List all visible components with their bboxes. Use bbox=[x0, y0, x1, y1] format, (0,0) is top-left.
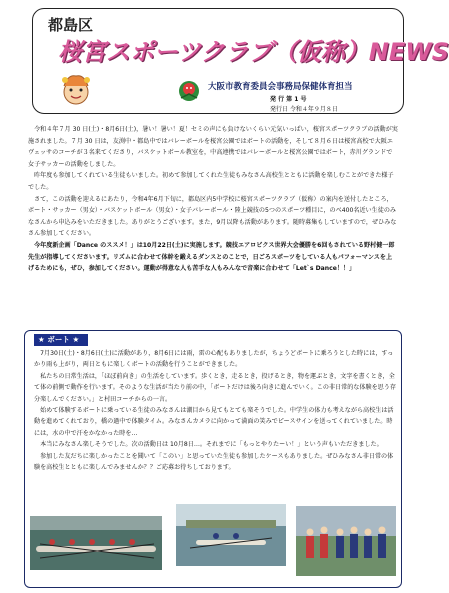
dance-announcement: 今年度新企画「Dance のススメ！」は10月22日(土)に実施します。競技エアロビクス世界大会優勝を6回もされている野村健一郎先生が指導してくださいます。リズムに合わせて体幹を鍛えるダンスとのことで，日ごろスポーツをしている人もパフォーマンスを上げるためにも，ぜひ，参加してください。運動が得意な人も苦手な人もみんなで音楽に合わせて「Let`s Dance！！」 bbox=[28, 241, 395, 273]
mascot-character-icon bbox=[56, 70, 96, 110]
flower-mascot-icon bbox=[176, 78, 202, 104]
rowing-photo-1 bbox=[30, 516, 162, 570]
boat-paragraph-3: 始めて体験するボートに乗っている生徒のみなさんは潮目から見てもとても楽そうでした。中学生の体力も考えながら高校生は活動を進めてくれており，橋の過中で体験タイム。みなさんカメラに向かって満面の笑みでピースサインを送ってくれていました。時には，水の中で汗をかなかった時を… bbox=[34, 407, 394, 437]
boat-paragraph-1: 7月30日(土)・8月6日(土)に活動があり，8月6日には雨，雷の心配もありましたが，ちょうどボートに乗ろうとした時には，すっかり雨も上がり，両日ともに楽しくボートの活動を行うことができました。 bbox=[34, 350, 394, 369]
issuer: 大阪市教育委員会事務局保健体育担当 bbox=[208, 82, 353, 92]
intro-section bbox=[28, 124, 398, 275]
intro-paragraph-3: さて，この活動を迎えるにあたり，令和4年6月下旬に，都島区内5中学校に桜宮スポーツクラブ（仮称）の案内を送付したところ，ボート・サッカー（男女）・バスケットボール（男女）・女子バレーボール・陸上競技の5つのスポーツ種目に，のべ400名近い生徒のみなさんから申込みをいただきました。ありがとうございます。また，9月以降も活動があります。随時募集もしていますので，ぜひみなさん参加してください。 bbox=[28, 195, 397, 238]
boat-section-text bbox=[34, 348, 396, 473]
issue-date: 発行日 令和４年９月８日 bbox=[270, 106, 338, 113]
newsletter-title: 桜宮スポーツクラブ（仮称）NEWS bbox=[58, 38, 449, 66]
issue-number: 発 行 第 1 号 bbox=[270, 96, 307, 103]
rowing-photo-2 bbox=[176, 504, 286, 566]
boat-paragraph-2: 私たちの日常生活は，「ほぼ前向き」の生活をしています。歩くとき，走るとき，投げるとき，物を運ぶとき，文字を書くとき，全て体の前側で動作を行います。そのような生活が当たり前の中，「ボートだけは後ろ向きに進んでいく。この非日常的な体験を思う存分楽しんでください。」と村田コーチからの一言。 bbox=[34, 372, 396, 403]
boat-paragraph-5: 参加した友だちに楽しかったことを聞いて「このい」と思っていた生徒も参加したケースもありました。ぜひみなさん非日常の体験を高校生とともに楽しんでみませんか？？ご応募お待ちしております。 bbox=[34, 452, 394, 472]
ward-name: 都島区 bbox=[48, 16, 94, 34]
intro-paragraph-1: 令和４年７月 30 日(土)・8月6日(土)，暑い！暑い！夏！セミの声にも負けないくらい元気いっぱい，桜宮スポーツクラブの活動が実施されました。７月 30 日は，友渕中・都島中ではバレーボールを桜宮公園ではボートの活動を，そして８月６日は桜宮高校で大阪エヴェッサのコーチが３名来てくださり，バスケットボール教室を，中高連携ではバレーボールと桜宮公園ではボート，赤川グランドで女子サッカーの活動をしました。 bbox=[28, 126, 398, 168]
group-photo bbox=[296, 506, 396, 576]
boat-paragraph-4: 本当にみなさん楽しそうでした。次の活動日は 10月8日…。それまでに「もっとやりたーい！」という声もいただきました。 bbox=[40, 441, 383, 449]
boat-section-label: ★ ボート ★ bbox=[34, 334, 88, 346]
intro-paragraph-2: 昨年度も参加してくれている生徒もいました。初めて参加してくれた生徒もみなさん高校生とともに活動を楽しむことができた様子でした。 bbox=[28, 172, 394, 191]
